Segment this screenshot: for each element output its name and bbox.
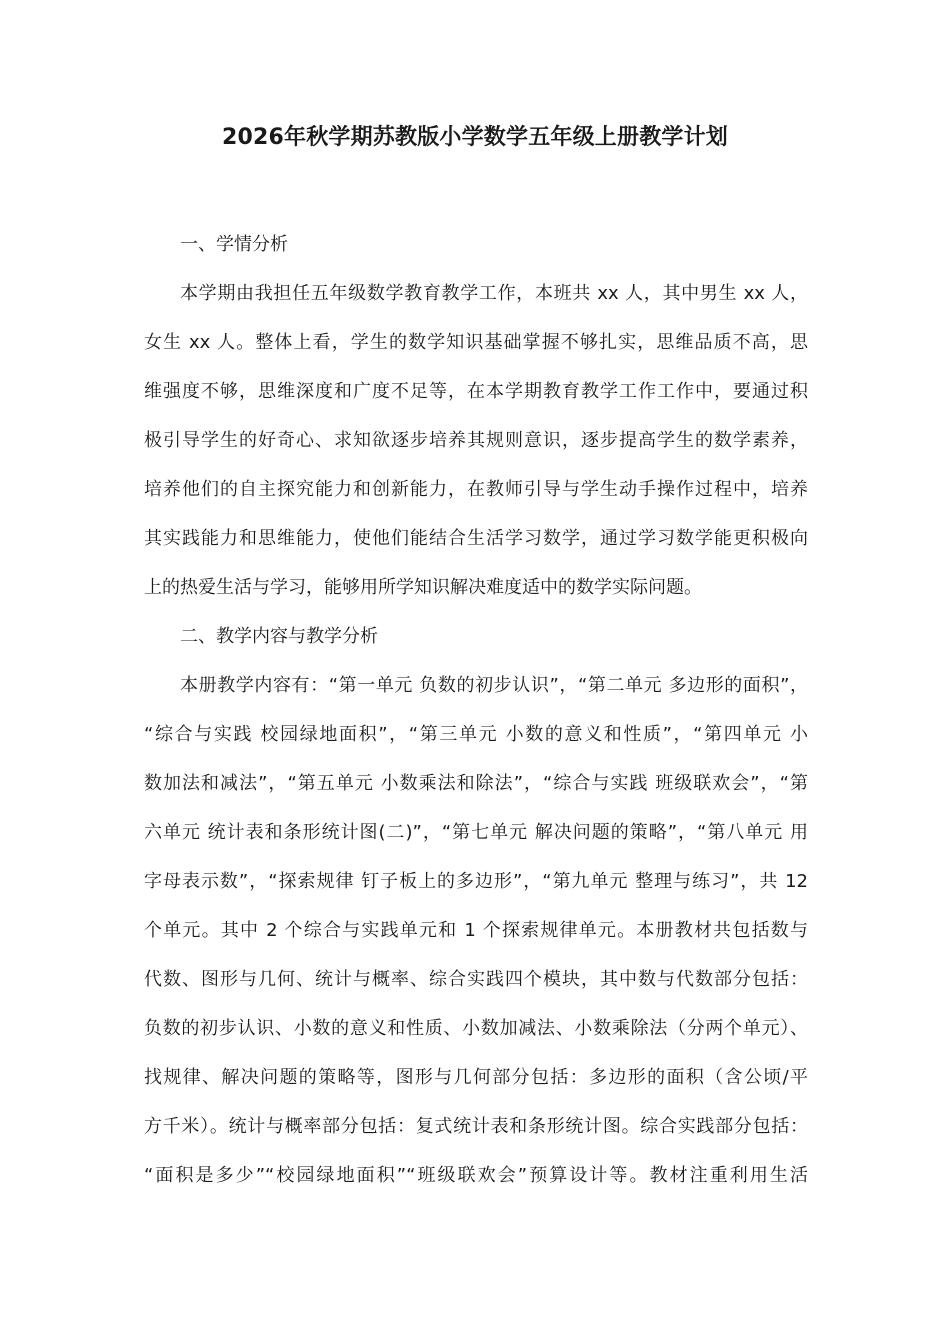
paragraph-line: 本学期由我担任五年级数学教育教学工作，本班共 xx 人，其中男生 xx 人， [180, 283, 808, 304]
paragraph-line: 数加法和减法”，“第五单元 小数乘法和除法”，“综合与实践 班级联欢会”，“第 [144, 773, 808, 794]
paragraph-line: “面积是多少”“校园绿地面积”“班级联欢会”预算设计等。教材注重利用生活 [144, 1165, 808, 1186]
paragraph-line: 本册教学内容有：“第一单元 负数的初步认识”，“第二单元 多边形的面积”， [180, 675, 808, 696]
paragraph-line: 上的热爱生活与学习，能够用所学知识解决难度适中的数学实际问题。 [144, 577, 702, 598]
paragraph-line: 方千米）。统计与概率部分包括：复式统计表和条形统计图。综合实践部分包括： [144, 1116, 808, 1137]
paragraph-line: 个单元。其中 2 个综合与实践单元和 1 个探索规律单元。本册教材共包括数与 [144, 920, 808, 941]
paragraph-line: “综合与实践 校园绿地面积”，“第三单元 小数的意义和性质”，“第四单元 小 [144, 724, 808, 745]
section-heading-1: 一、学情分析 [180, 234, 288, 255]
paragraph-line: 其实践能力和思维能力，使他们能结合生活学习数学，通过学习数学能更积极向 [144, 528, 808, 549]
document-body [144, 220, 808, 1200]
paragraph-line: 找规律、解决问题的策略等，图形与几何部分包括：多边形的面积（含公顷/平 [144, 1067, 808, 1088]
paragraph-line: 代数、图形与几何、统计与概率、综合实践四个模块，其中数与代数部分包括： [144, 969, 808, 990]
paragraph-line: 培养他们的自主探究能力和创新能力，在教师引导与学生动手操作过程中，培养 [144, 479, 808, 500]
paragraph-line: 极引导学生的好奇心、求知欲逐步培养其规则意识，逐步提高学生的数学素养， [144, 430, 808, 451]
section-heading-2: 二、教学内容与教学分析 [180, 626, 378, 647]
paragraph-line: 字母表示数”，“探索规律 钉子板上的多边形”，“第九单元 整理与练习”，共 12 [144, 871, 808, 892]
paragraph-line: 负数的初步认识、小数的意义和性质、小数加减法、小数乘除法（分两个单元）、 [144, 1018, 808, 1039]
paragraph-line: 维强度不够，思维深度和广度不足等，在本学期教育教学工作工作中，要通过积 [144, 381, 808, 402]
document-title: 2026年秋学期苏教版小学数学五年级上册教学计划 [221, 125, 729, 150]
paragraph-line: 女生 xx 人。整体上看，学生的数学知识基础掌握不够扎实，思维品质不高，思 [144, 332, 808, 353]
paragraph-line: 六单元 统计表和条形统计图(二)”，“第七单元 解决问题的策略”，“第八单元 用 [144, 822, 808, 843]
